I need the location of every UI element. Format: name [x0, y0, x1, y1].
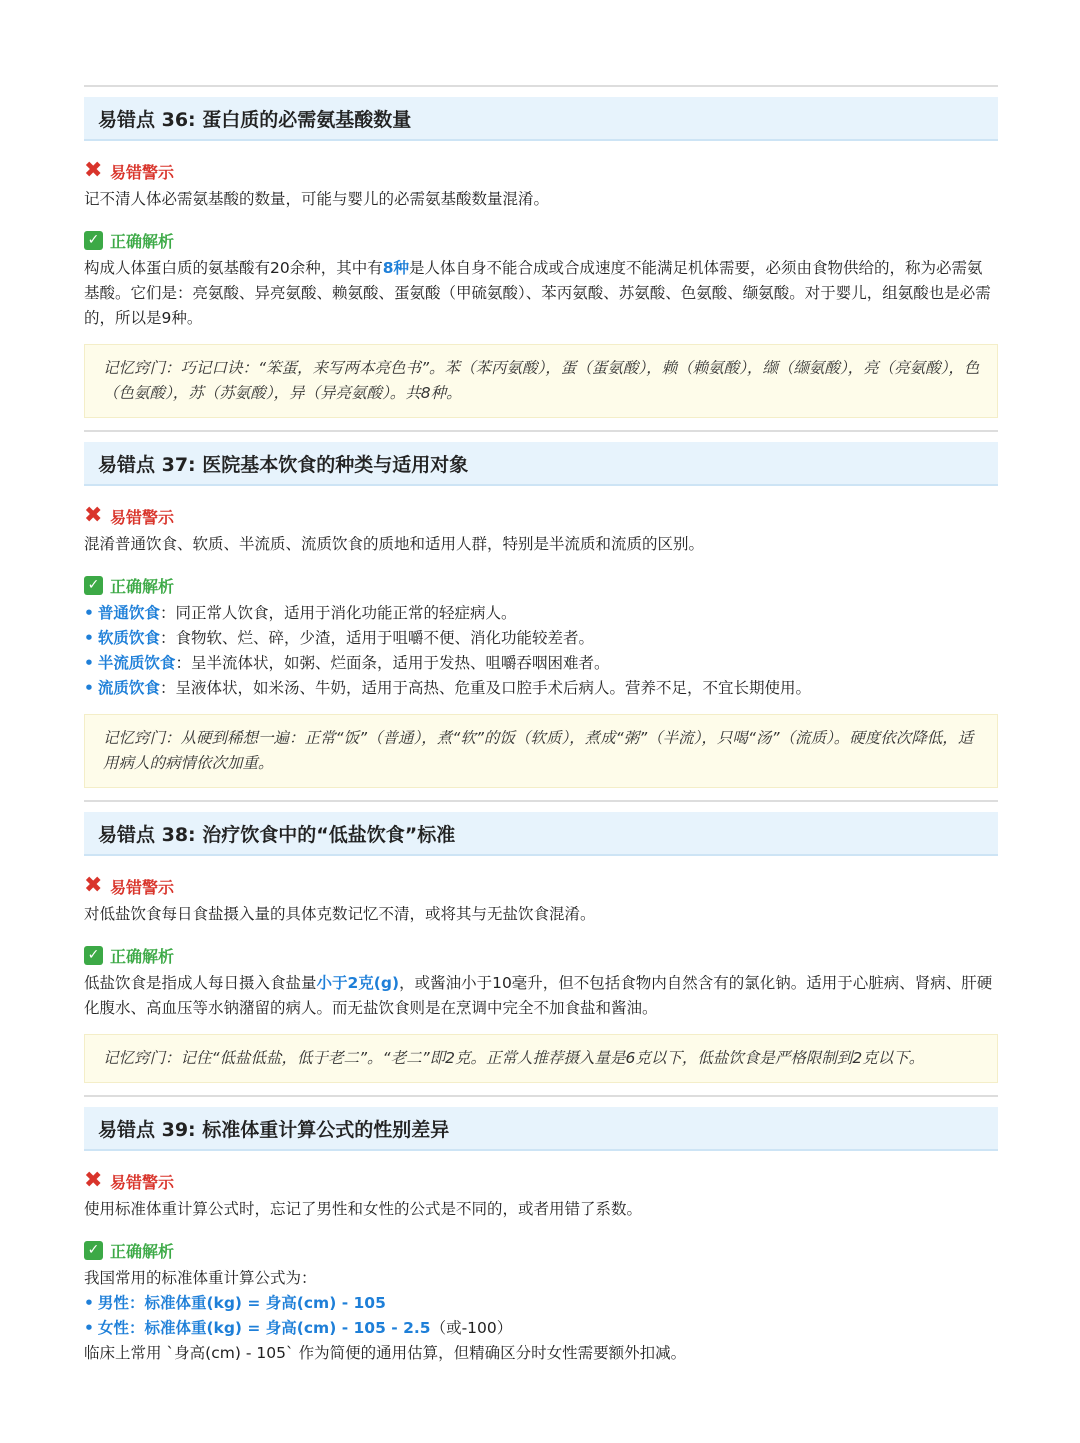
analysis-text	[84, 256, 998, 331]
bullet-dot: •	[84, 654, 94, 672]
highlight-text: 8种	[382, 259, 410, 277]
list-item-desc: ：同正常人饮食，适用于消化功能正常的轻症病人。	[159, 604, 517, 622]
check-icon: ✓	[84, 576, 103, 595]
memory-tip-box: 记忆窍门：巧记口诀：“笨蛋，来写两本亮色书”。苯（苯丙氨酸），蛋（蛋氨酸），赖（赖氨酸），缬（缬氨酸），亮（亮氨酸），色（色氨酸），苏（苏氨酸），异（异亮氨酸）。共8种。	[84, 344, 998, 418]
warning-text: 混淆普通饮食、软质、半流质、流质饮食的质地和适用人群，特别是半流质和流质的区别。	[84, 535, 705, 553]
correct-label-row	[84, 228, 998, 252]
memory-tip-box: 记忆窍门：记住“低盐低盐，低于老二”。“老二”即2克。正常人推荐摄入量是6克以下，低盐饮食是严格限制到2克以下。	[84, 1034, 998, 1083]
correct-label-row	[84, 573, 998, 597]
list-item	[84, 651, 998, 676]
warning-label: 易错警示	[110, 162, 175, 182]
bullet-dot: •	[84, 1319, 94, 1337]
section-37	[84, 430, 998, 788]
memory-tip-box: 记忆窍门：从硬到稀想一遍：正常“饭”（普通），煮“软”的饭（软质），煮成“粥”（半流），只喝“汤”（流质）。硬度依次降低，适用病人的病情依次加重。	[84, 714, 998, 788]
bullet-dot: •	[84, 629, 94, 647]
list-item-desc: ：食物软、烂、碎，少渣，适用于咀嚼不便、消化功能较差者。	[159, 629, 594, 647]
female-term: 女性	[97, 1319, 129, 1337]
correct-label-row	[84, 1238, 998, 1262]
text-span: 是人体自身不能合成或合成速度不能满足机体需要，必须由食物供给的，称为必需氨基酸。它们是：亮氨酸、异亮氨酸、赖氨酸、蛋氨酸（甲硫氨酸）、苯丙氨酸、苏氨酸、色氨酸、缬氨酸。对于婴儿，组氨酸也是必需的，所以是9种。	[84, 259, 991, 327]
list-item-term: 软质饮食	[97, 629, 160, 647]
highlight-text: 小于2克(g)	[316, 974, 400, 992]
warning-text: 记不清人体必需氨基酸的数量，可能与婴儿的必需氨基酸数量混淆。	[84, 190, 550, 208]
check-icon: ✓	[84, 231, 103, 250]
section-36	[84, 85, 998, 418]
correct-label: 正确解析	[110, 576, 175, 596]
warning-text: 使用标准体重计算公式时，忘记了男性和女性的公式是不同的，或者用错了系数。	[84, 1200, 643, 1218]
list-item-desc: ：呈液体状，如米汤、牛奶，适用于高热、危重及口腔手术后病人。营养不足，不宜长期使用。	[159, 679, 811, 697]
list-item-desc: ：呈半流体状，如粥、烂面条，适用于发热、咀嚼吞咽困难者。	[175, 654, 610, 672]
list-item	[84, 626, 998, 651]
list-item-male	[84, 1291, 998, 1316]
section-title: 易错点 38: 治疗饮食中的“低盐饮食”标准	[84, 812, 998, 856]
warning-text: 对低盐饮食每日食盐摄入量的具体克数记忆不清，或将其与无盐饮食混淆。	[84, 905, 596, 923]
text-span: 低盐饮食是指成人每日摄入食盐量	[84, 974, 317, 992]
correct-label: 正确解析	[110, 946, 175, 966]
correct-label: 正确解析	[110, 231, 175, 251]
list-item	[84, 676, 998, 701]
male-formula: ：标准体重(kg) = 身高(cm) - 105	[128, 1294, 386, 1312]
list-item-female	[84, 1316, 998, 1341]
check-icon: ✓	[84, 946, 103, 965]
warning-label: 易错警示	[110, 877, 175, 897]
section-39	[84, 1095, 998, 1366]
warning-label: 易错警示	[110, 507, 175, 527]
warning-label-row	[84, 504, 998, 528]
formula-intro: 我国常用的标准体重计算公式为：	[84, 1269, 317, 1287]
list-item	[84, 601, 998, 626]
bullet-dot: •	[84, 604, 94, 622]
check-icon: ✓	[84, 1241, 103, 1260]
bullet-dot: •	[84, 679, 94, 697]
cross-icon: ✖	[84, 158, 103, 183]
cross-icon: ✖	[84, 1168, 103, 1193]
section-title: 易错点 37: 医院基本饮食的种类与适用对象	[84, 442, 998, 486]
text-span: ，或酱油小于10毫升，但不包括食物内自然含有的氯化钠。适用于心脏病、肾病、肝硬化腹水、高血压等水钠潴留的病人。而无盐饮食则是在烹调中完全不加食盐和酱油。	[84, 974, 993, 1017]
list-item-term: 普通饮食	[97, 604, 160, 622]
text-span: 构成人体蛋白质的氨基酸有20余种，其中有	[84, 259, 383, 277]
correct-label-row	[84, 943, 998, 967]
formula-outro: 临床上常用 `身高(cm) - 105` 作为简便的通用估算，但精确区分时女性需要额外扣减。	[84, 1344, 687, 1362]
bullet-dot: •	[84, 1294, 94, 1312]
cross-icon: ✖	[84, 873, 103, 898]
section-title: 易错点 36: 蛋白质的必需氨基酸数量	[84, 97, 998, 141]
section-title: 易错点 39: 标准体重计算公式的性别差异	[84, 1107, 998, 1151]
male-term: 男性	[97, 1294, 129, 1312]
warning-label-row	[84, 1169, 998, 1193]
warning-label-row	[84, 874, 998, 898]
warning-label: 易错警示	[110, 1172, 175, 1192]
analysis-text	[84, 971, 998, 1021]
female-note: （或-100）	[430, 1319, 513, 1337]
section-38	[84, 800, 998, 1083]
diet-list	[84, 601, 998, 701]
list-item-term: 半流质饮食	[97, 654, 176, 672]
list-item-term: 流质饮食	[97, 679, 160, 697]
warning-label-row	[84, 159, 998, 183]
cross-icon: ✖	[84, 503, 103, 528]
correct-label: 正确解析	[110, 1241, 175, 1261]
female-formula: ：标准体重(kg) = 身高(cm) - 105 - 2.5	[128, 1319, 431, 1337]
